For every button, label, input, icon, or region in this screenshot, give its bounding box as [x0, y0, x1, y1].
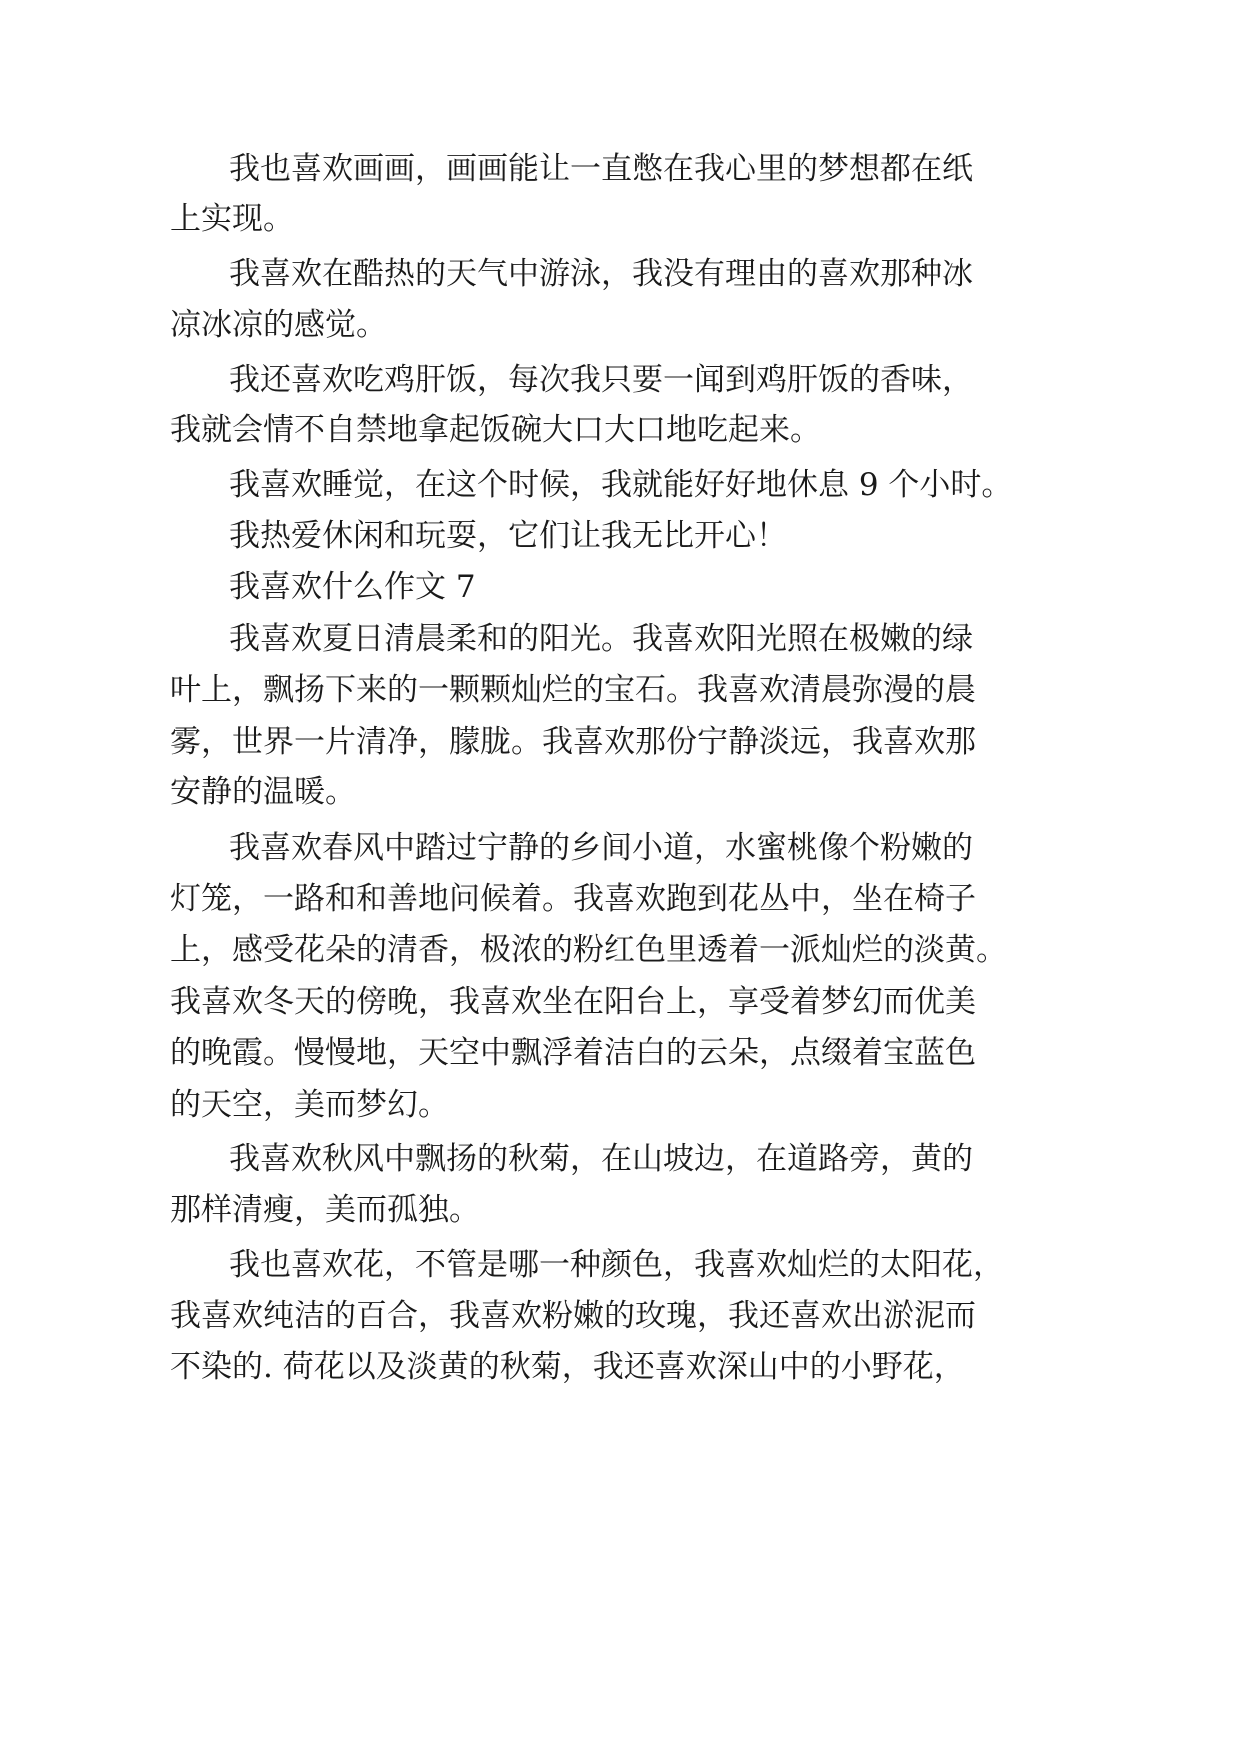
text-line: 不染的. 荷花以及淡黄的秋菊，我还喜欢深山中的小野花， — [170, 1349, 965, 1385]
text-line: 我喜欢在酷热的天气中游泳，我没有理由的喜欢那种冰 — [229, 256, 973, 292]
text-line: 我也喜欢画画，画画能让一直憋在我心里的梦想都在纸 — [229, 151, 973, 187]
text-line: 安静的温暖。 — [170, 774, 356, 810]
text-line: 上实现。 — [170, 201, 294, 237]
text-line: 我还喜欢吃鸡肝饭，每次我只要一闻到鸡肝饭的香味， — [229, 362, 973, 398]
text-line: 凉冰凉的感觉。 — [170, 307, 387, 343]
text-line: 我喜欢秋风中飘扬的秋菊，在山坡边，在道路旁，黄的 — [229, 1141, 973, 1177]
text-line: 我喜欢夏日清晨柔和的阳光。我喜欢阳光照在极嫩的绿 — [229, 621, 973, 657]
text-line: 我喜欢冬天的傍晚，我喜欢坐在阳台上，享受着梦幻而优美 — [170, 984, 976, 1020]
text-line: 的天空，美而梦幻。 — [170, 1087, 449, 1123]
text-line: 我喜欢睡觉，在这个时候，我就能好好地休息 9 个小时。 — [229, 467, 1013, 503]
text-line: 我喜欢纯洁的百合，我喜欢粉嫩的玫瑰，我还喜欢出淤泥而 — [170, 1298, 976, 1334]
text-line: 上，感受花朵的清香，极浓的粉红色里透着一派灿烂的淡黄。 — [170, 932, 1007, 968]
text-line: 灯笼，一路和和善地问候着。我喜欢跑到花丛中，坐在椅子 — [170, 881, 976, 917]
section-heading: 我喜欢什么作文 7 — [229, 569, 476, 605]
text-line: 我喜欢春风中踏过宁静的乡间小道，水蜜桃像个粉嫩的 — [229, 830, 973, 866]
text-line: 雾，世界一片清净，朦胧。我喜欢那份宁静淡远，我喜欢那 — [170, 724, 976, 760]
text-line: 的晚霞。慢慢地，天空中飘浮着洁白的云朵，点缀着宝蓝色 — [170, 1035, 976, 1071]
text-line: 叶上，飘扬下来的一颗颗灿烂的宝石。我喜欢清晨弥漫的晨 — [170, 672, 976, 708]
text-line: 我热爱休闲和玩耍，它们让我无比开心！ — [229, 518, 787, 554]
text-line: 那样清瘦，美而孤独。 — [170, 1192, 480, 1228]
text-line: 我就会情不自禁地拿起饭碗大口大口地吃起来。 — [170, 412, 821, 448]
text-line: 我也喜欢花，不管是哪一种颜色，我喜欢灿烂的太阳花， — [229, 1247, 1004, 1283]
